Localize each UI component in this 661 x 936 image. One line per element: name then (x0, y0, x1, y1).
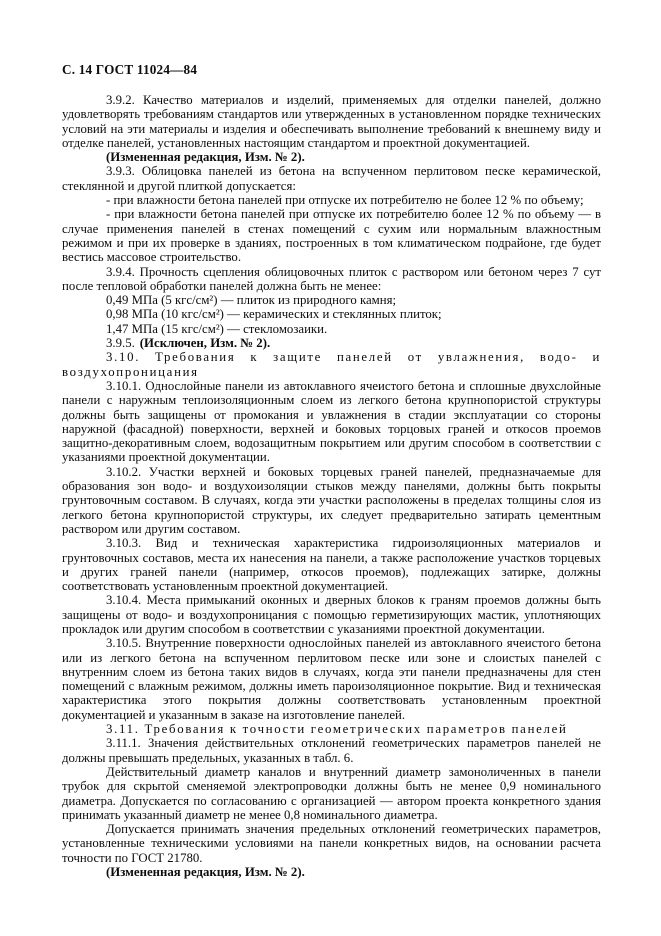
amendment-note-2: (Измененная редакция, Изм. № 2). (106, 865, 305, 880)
section-heading-3-10: 3.10. Требования к защите панелей от увлажнения, водо- и воздухопроницания (62, 350, 601, 379)
clause-3-9-2: 3.9.2. Качество материалов и изделий, применяемых для отделки панелей, должно удовлетворять требованиям стандартов или утвержденных в установленном порядке технических условий на эти материалы и изделия и обеспечивать выполнение требований к внешнему виду и отделке панелей, установленных настоящим стандартом и проектной документацией. (62, 93, 601, 150)
clause-3-11-1-para-3: Допускается принимать значения предельных отклонений геометрических параметров, установленные техническими условиями на панели конкретных видов, на основании расчета точности по ГОСТ 21780. (62, 822, 601, 865)
clause-3-9-3-item-1: - при влажности бетона панелей при отпуске их потребителю не более 12 % по объему; (106, 193, 584, 208)
clause-3-9-3: 3.9.3. Облицовка панелей из бетона на вспученном перлитовом песке керамической, стеклянной и другой плиткой допускается: (62, 164, 601, 193)
clause-3-9-5 (62, 336, 601, 350)
clause-3-9-4: 3.9.4. Прочность сцепления облицовочных плиток с раствором или бетоном через 7 сут после тепловой обработки панелей должна быть не менее: (62, 264, 601, 293)
clause-3-10-1: 3.10.1. Однослойные панели из автоклавного ячеистого бетона и сплошные двухслойные панели с наружным теплоизоляционным слоем из легкого бетона крупнопористой структуры должны быть защищены от промокания и увлажнения в стадии эксплуатации со стороны наружной (фасадной) поверхности, верхней и боковых торцовых граней и откосов проемов защитно-декоративным слоем, водозащитным покрытием или другим способом в соответствии с указаниями проектной документации. (62, 378, 601, 465)
clause-3-9-5-number: 3.9.5. (106, 336, 135, 351)
clause-3-9-3-item-2: - при влажности бетона панелей при отпуске их потребителю более 12 % по объему — в случае применения панелей в стенах помещений с сухим или нормальным влажностным режимом и при их проверке в зданиях, построенных в том климатическом подрайоне, где будет вестись массовое строительство. (62, 207, 601, 265)
section-heading-3-11: 3.11. Требования к точности геометрических параметров панелей (106, 722, 568, 737)
amendment-note-1: (Измененная редакция, Изм. № 2). (106, 150, 305, 165)
clause-3-10-2: 3.10.2. Участки верхней и боковых торцевых граней панелей, предназначаемые для образования зон водо- и воздухоизоляции стыков между панелями, должны быть покрыты грунтовочным составом. В случаях, когда эти участки расположены в пределах толщины слоя из легкого бетона крупнопористой структуры, их следует предварительно затирать цементным раствором или другим составом. (62, 464, 601, 536)
clause-3-11-1-para-2: Действительный диаметр каналов и внутренний диаметр замоноличенных в панели трубок для скрытой сменяемой электропроводки должны быть не менее 0,9 номинального диаметра. Допускается по согласованию с организацией — автором проекта конкретного здания принимать указанный диаметр не менее 0,8 номинального диаметра. (62, 764, 601, 822)
clause-3-10-5: 3.10.5. Внутренние поверхности однослойных панелей из автоклавного ячеистого бетона или из легкого бетона на вспученном перлитовом песке или зоне и слоистых панелей с внутренним слоем из бетона таких видов в случаях, когда эти панели предназначены для стен помещений с влажным режимом, должны иметь пароизоляционное покрытие. Вид и техническая характеристика этого покрытия должны соответствовать установленным проектной документацией и указанным в заказе на изготовление панелей. (62, 636, 601, 722)
clause-3-10-4: 3.10.4. Места примыканий оконных и дверных блоков к граням проемов должны быть защищены от водо- и воздухопроницания с помощью герметизирующих мастик, уплотняющих прокладок или другим способом в соответствии с указаниями проектной документации. (62, 593, 601, 636)
clause-3-9-4-value-1: 0,49 МПа (5 кгс/см²) — плиток из природного камня; (106, 293, 397, 308)
document-body (62, 93, 601, 879)
clause-3-10-3: 3.10.3. Вид и техническая характеристика гидроизоляционных материалов и грунтовочных составов, места их нанесения на панели, а также расположение участков торцевых и других граней панели (например, откосов проемов), подлежащих затирке, должны соответствовать установленным проектной документацией. (62, 536, 601, 594)
clause-3-11-1: 3.11.1. Значения действительных отклонений геометрических параметров панелей не должны превышать предельных, указанных в табл. 6. (62, 736, 601, 765)
clause-3-9-4-value-3: 1,47 МПа (15 кгс/см²) — стекломозаики. (106, 321, 328, 336)
clause-3-9-5-excluded-note: (Исключен, Изм. № 2). (139, 336, 271, 351)
page-header: С. 14 ГОСТ 11024—84 (62, 62, 198, 77)
clause-3-9-4-value-2: 0,98 МПа (10 кгс/см²) — керамических и стеклянных плиток; (106, 307, 442, 322)
